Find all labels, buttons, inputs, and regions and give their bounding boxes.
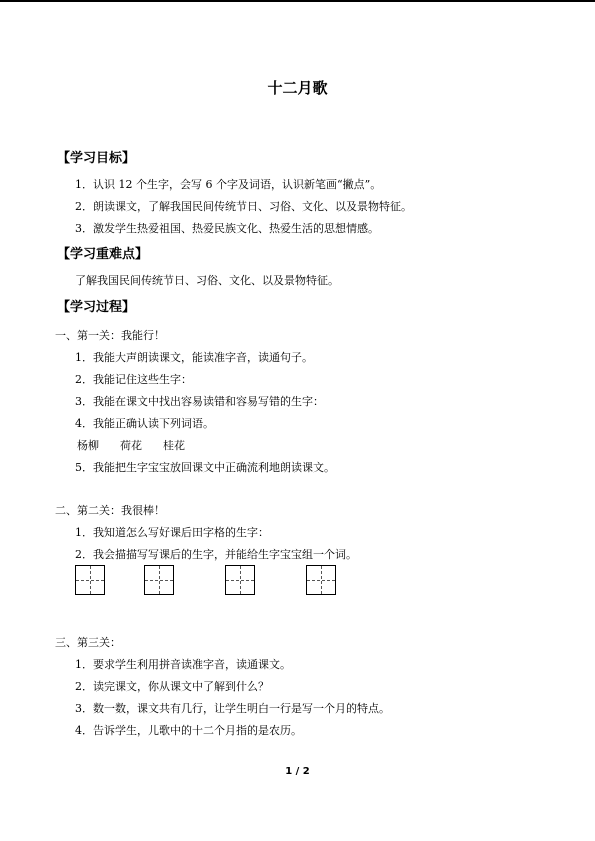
- page-title: 十二月歌: [267, 79, 328, 97]
- level2-item-1: 1．我知道怎么写好课后田字格的生字：: [75, 526, 269, 539]
- level1-item-5: 5．我能把生字宝宝放回课文中正确流利地朗读课文。: [75, 461, 335, 474]
- goal-item-2: 2．朗读课文，了解我国民间传统节日、习俗、文化、以及景物特征。: [75, 200, 412, 213]
- level2-title: 二、第二关：我很棒！: [55, 504, 165, 517]
- tianzi-grid[interactable]: [225, 565, 255, 595]
- level1-item-3: 3．我能在课文中找出容易读错和容易写错的生字：: [75, 395, 324, 408]
- level3-item-2: 2．读完课文，你从课文中了解到什么？: [75, 680, 269, 693]
- level3-title: 三、第三关：: [55, 636, 121, 649]
- goals-heading: 【学习目标】: [57, 151, 136, 166]
- top-rule: [0, 0, 595, 2]
- key-points-heading: 【学习重难点】: [57, 247, 149, 262]
- level2-item-2: 2．我会描描写写课后的生字，并能给生字宝宝组一个词。: [75, 548, 357, 561]
- level1-item-2: 2．我能记住这些生字：: [75, 373, 192, 386]
- level1-item-4: 4．我能正确认读下列词语。: [75, 417, 214, 430]
- tianzi-grid[interactable]: [306, 565, 336, 595]
- level3-item-3: 3．数一数，课文共有几行，让学生明白一行是写一个月的特点。: [75, 702, 390, 715]
- writing-grids: [0, 565, 595, 599]
- level1-item-1: 1．我能大声朗读课文，能读准字音，读通句子。: [75, 351, 313, 364]
- process-heading: 【学习过程】: [57, 300, 136, 315]
- level1-title: 一、第一关：我能行！: [55, 329, 165, 342]
- level3-item-4: 4．告诉学生，儿歌中的十二个月指的是农历。: [75, 724, 302, 737]
- tianzi-grid[interactable]: [144, 565, 174, 595]
- key-points-text: 了解我国民间传统节日、习俗、文化、以及景物特征。: [75, 274, 339, 287]
- word-1: 杨柳: [77, 439, 99, 452]
- level3-item-1: 1．要求学生利用拼音读准字音，读通课文。: [75, 658, 291, 671]
- tianzi-grid[interactable]: [75, 565, 105, 595]
- page-number: 1 / 2: [285, 766, 310, 777]
- goal-item-3: 3．激发学生热爱祖国、热爱民族文化、热爱生活的思想情感。: [75, 222, 379, 235]
- goal-item-1: 1．认识 12 个生字，会写 6 个字及词语，认识新笔画“撇点”。: [75, 178, 382, 191]
- word-3: 桂花: [163, 439, 185, 452]
- word-2: 荷花: [120, 439, 142, 452]
